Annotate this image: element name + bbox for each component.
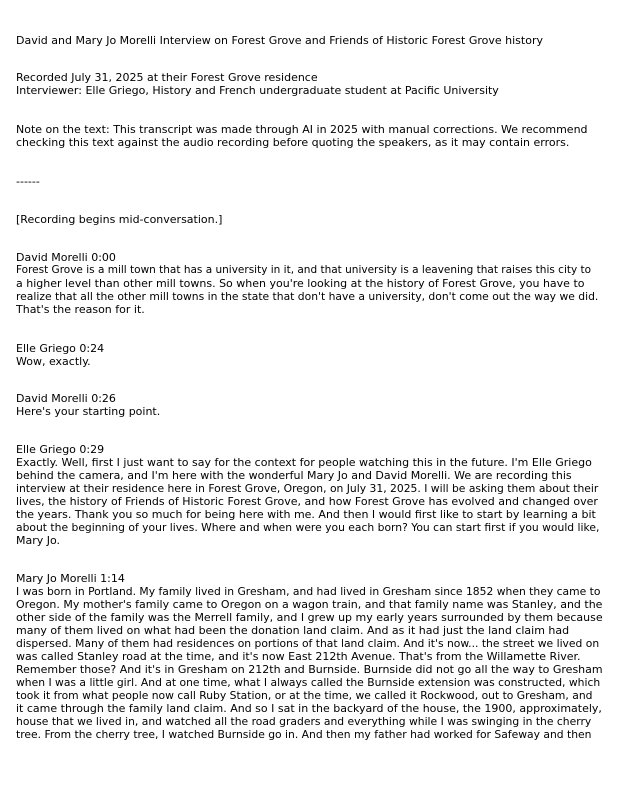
speech-line: took it from what people now call Ruby Station, or at the time, we called it Rockwood, out to Gresham, and	[16, 689, 593, 702]
transcript-entry	[16, 342, 604, 368]
speech-line: when I was a little girl. And at one time, what I always called the Burnside extension was constructed, which	[16, 676, 601, 689]
transcript-note	[16, 123, 604, 149]
speech-line: realize that all the other mill towns in the state that don't have a university, don't come out the way we did.	[16, 290, 599, 303]
speech-line: many of them lived on what had been the donation land claim. And as it had just the land claim had	[16, 624, 570, 637]
speech-line: Wow, exactly.	[16, 355, 91, 368]
transcript-entry	[16, 392, 604, 418]
speech-line: was called Stanley road at the time, and it's now East 212th Avenue. That's from the Willamette River.	[16, 650, 581, 663]
speech-line: I was born in Portland. My family lived in Gresham, and had lived in Gresham since 1852 when they came to	[16, 585, 601, 598]
speech-line: a higher level than other mill towns. So when you're looking at the history of Forest Grove, you have to	[16, 277, 585, 290]
recording-info	[16, 71, 604, 97]
speaker-label: Elle Griego 0:24	[16, 342, 105, 355]
speech-line: Mary Jo.	[16, 534, 61, 547]
document-title	[16, 34, 604, 47]
speech-line: That's the reason for it.	[16, 303, 145, 316]
separator: ------	[16, 175, 40, 188]
speaker-label: David Morelli 0:26	[16, 392, 116, 405]
speech-line: it came through the family land claim. And so I sat in the backyard of the house, the 1900, approximately,	[16, 702, 602, 715]
speech-line: tree. From the cherry tree, I watched Burnside go in. And then my father had worked for Safeway and then	[16, 728, 592, 741]
speech-line: house that we lived in, and watched all the road graders and everything while I was swinging in the cherry	[16, 715, 592, 728]
speech-line: Forest Grove is a mill town that has a university in it, and that university is a leavening that raises this city to	[16, 264, 592, 276]
title-line: David and Mary Jo Morelli Interview on Forest Grove and Friends of Historic Forest Grove history	[16, 34, 543, 47]
speech-line: Here's your starting point.	[16, 405, 161, 418]
speech-line: the years. Thank you so much for being here with me. And then I would first like to start by learning a bit	[16, 508, 596, 521]
speech-line: dispersed. Many of them had residences on portions of that land claim. And it's now... the street we lived on	[16, 637, 600, 650]
transcript-entry	[16, 251, 604, 316]
transcript-entry	[16, 443, 604, 547]
speech-line: other side of the family was the Merrell family, and I grew up my early years surrounded by them because	[16, 611, 603, 624]
speech-line: behind the camera, and I'm here with the wonderful Mary Jo and David Morelli. We are recording this	[16, 469, 572, 482]
note-line: checking this text against the audio recording before quoting the speakers, as it may contain errors.	[16, 136, 570, 149]
speech-line: lives, the history of Friends of Historic Forest Grove, and how Forest Grove has evolved and changed over	[16, 495, 598, 508]
speech-line: Remember those? And it's in Gresham on 212th and Burnside. Burnside did not go all the way to Gresham	[16, 663, 603, 676]
note-line: Note on the text: This transcript was made through AI in 2025 with manual corrections. We recommend	[16, 123, 588, 136]
speech-line: about the beginning of your lives. Where and when were you each born? You can start first if you would like,	[16, 521, 600, 534]
speech-line: Oregon. My mother's family came to Oregon on a wagon train, and that family name was Stanley, and the	[16, 598, 603, 611]
recording-note: [Recording begins mid-conversation.]	[16, 213, 223, 226]
speaker-label: David Morelli 0:00	[16, 251, 116, 264]
transcript-entry	[16, 572, 604, 741]
speaker-label: Mary Jo Morelli 1:14	[16, 572, 125, 585]
speech-line: Exactly. Well, first I just want to say for the context for people watching this in the future. I'm Elle Griego	[16, 456, 592, 469]
interviewer-line: Interviewer: Elle Griego, History and French undergraduate student at Pacific University	[16, 84, 499, 97]
speaker-label: Elle Griego 0:29	[16, 443, 105, 456]
speech-line: interview at their residence here in Forest Grove, Oregon, on July 31, 2025. I will be asking them about their	[16, 482, 599, 495]
recorded-line: Recorded July 31, 2025 at their Forest Grove residence	[16, 71, 318, 84]
